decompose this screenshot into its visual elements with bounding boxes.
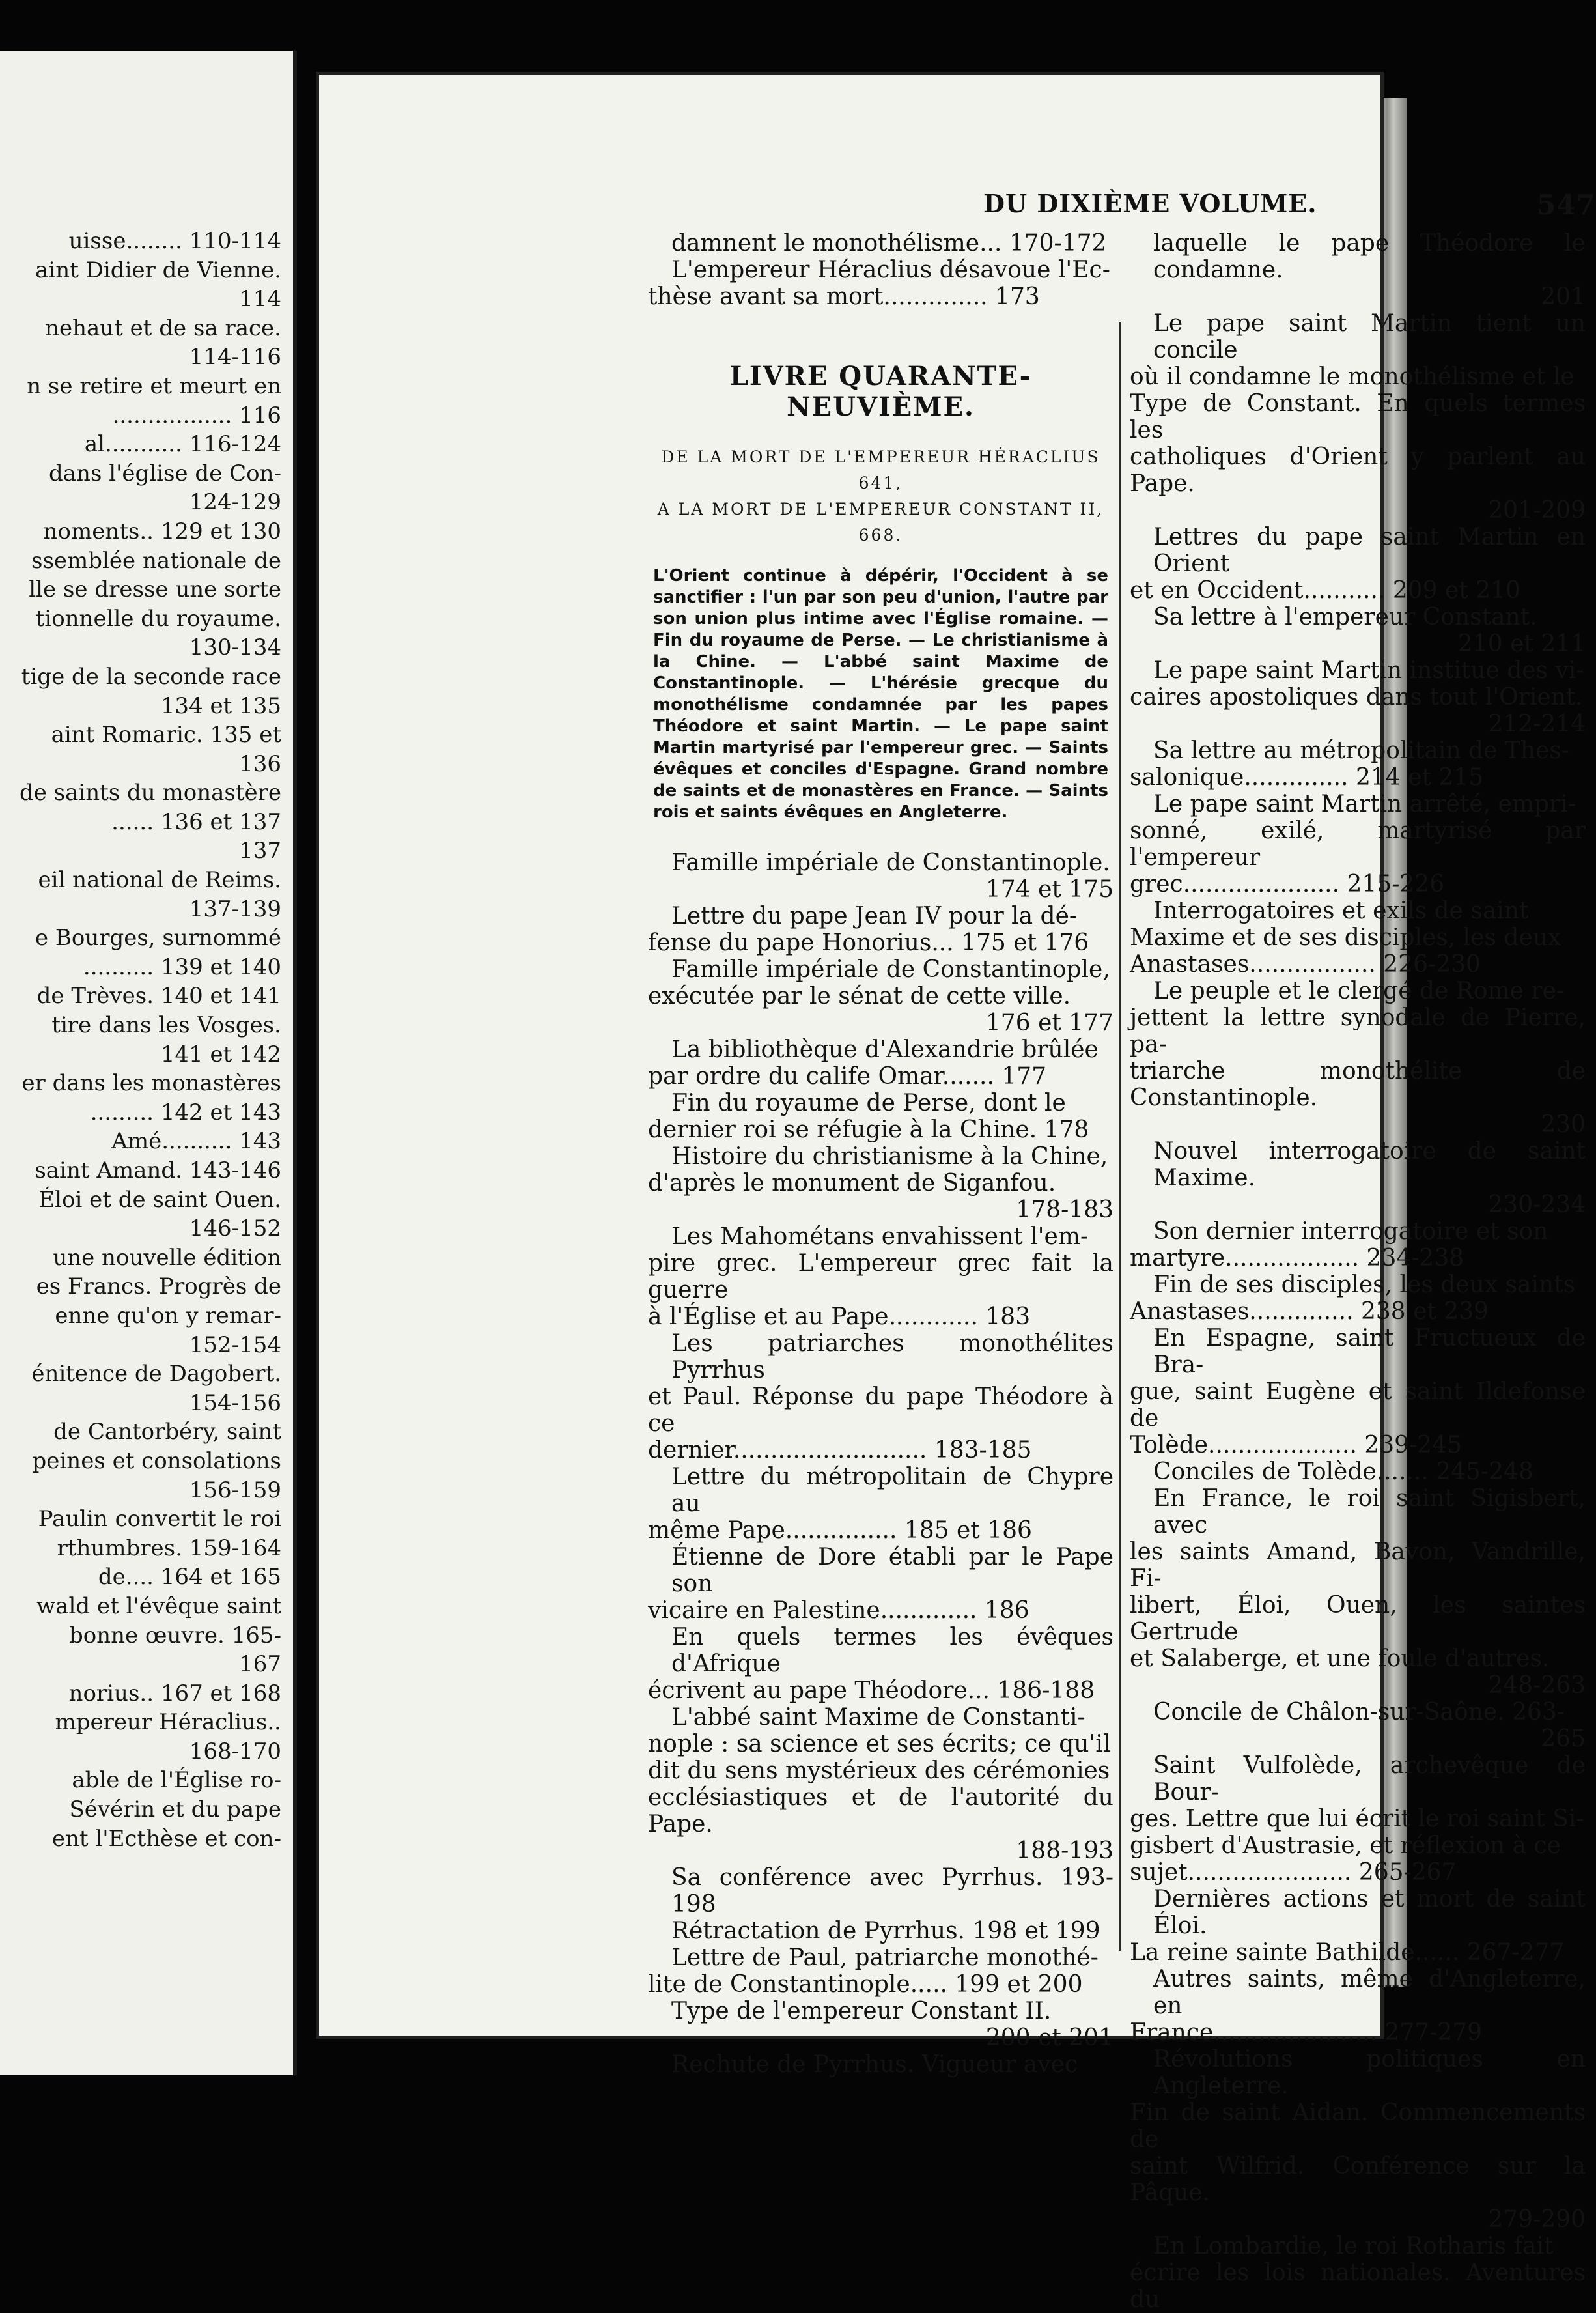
- column-rule: [1119, 322, 1121, 1951]
- previous-page-line-text: de.... 164 et 165: [98, 1564, 281, 1591]
- previous-page-line-text: saint Amand. 143-146: [35, 1157, 281, 1184]
- index-entry-pages: 210 et 211: [1457, 631, 1586, 657]
- previous-page-line-text: 134 et 135: [160, 692, 281, 719]
- index-entry-line: Sa lettre au métropolitain de Thes-: [1153, 737, 1569, 764]
- index-entry-line: les saints Amand, Bavon, Vandrille, Fi-: [1130, 1539, 1586, 1592]
- index-entry: [1130, 310, 1586, 524]
- previous-page-line-text: norius.. 167 et 168: [68, 1680, 281, 1707]
- previous-page-line-text: 137: [239, 838, 281, 864]
- previous-page-line: [0, 575, 281, 604]
- previous-page-line: [0, 633, 281, 662]
- previous-page-line-text: nehaut et de sa race.: [45, 315, 281, 341]
- index-entry-line: Tolède.................... 239-245: [1130, 1432, 1462, 1458]
- previous-page-line-text: énitence de Dagobert.: [31, 1361, 281, 1387]
- index-entry-line: ges. Lettre que lui écrit le roi saint Si-: [1130, 1806, 1584, 1832]
- previous-page-line: [0, 343, 281, 372]
- previous-page-line: [0, 1127, 281, 1156]
- previous-page-line: [0, 1331, 281, 1360]
- index-entry: [648, 257, 1113, 310]
- index-entry: [648, 903, 1113, 956]
- index-entry-line: dit du sens mystérieux des cérémonies: [648, 1757, 1110, 1784]
- index-entry: [1130, 1218, 1586, 1271]
- previous-page-line-text: Éloi et de saint Ouen.: [38, 1186, 281, 1213]
- index-entry: [1130, 1325, 1586, 1458]
- index-entry: [648, 1143, 1113, 1223]
- index-entry-line: Saint Vulfolède, archevêque de Bour-: [1153, 1752, 1586, 1806]
- previous-page-line-text: al........... 116-124: [84, 431, 281, 458]
- previous-page-line-text: 136: [239, 750, 281, 777]
- previous-page-line: [0, 1301, 281, 1331]
- index-entry-line: Sa conférence avec Pyrrhus. 193-198: [671, 1864, 1113, 1918]
- index-entry-line: écrire les lois nationales. Aventures du: [1130, 2260, 1586, 2313]
- previous-page-line: [0, 314, 281, 343]
- index-entry-line: Les patriarches monothélites Pyrrhus: [671, 1330, 1113, 1384]
- previous-page-line: [0, 372, 281, 401]
- index-entry: [648, 1330, 1113, 1464]
- previous-page-line: [0, 1185, 281, 1215]
- previous-page-line-text: aint Romaric. 135 et: [51, 722, 281, 748]
- index-entry: [648, 1223, 1113, 1330]
- index-entry-line: où il condamne le monothélisme et le: [1130, 363, 1575, 390]
- index-entry-line: En quels termes les évêques d'Afrique: [671, 1624, 1113, 1677]
- previous-page-line-text: .......... 139 et 140: [83, 954, 281, 980]
- index-entry-line: gisbert d'Austrasie, et réflexion à ce: [1130, 1832, 1561, 1859]
- previous-page-line: [0, 1098, 281, 1128]
- previous-page-line-text: 137-139: [189, 896, 281, 922]
- index-entry: [1130, 978, 1586, 1138]
- index-entry-line: grec..................... 215-226: [1130, 871, 1445, 898]
- right-entries: [1130, 230, 1586, 2313]
- index-entry: [1130, 1699, 1586, 1752]
- previous-page-line-text: enne qu'on y remar-: [55, 1302, 281, 1329]
- previous-page-line-text: bonne œuvre. 165-: [68, 1622, 281, 1649]
- previous-page-line-text: Paulin convertit le roi: [38, 1506, 281, 1533]
- previous-page-line-text: une nouvelle édition: [53, 1244, 281, 1271]
- index-entry-pages: 200 et 201: [985, 2024, 1113, 2051]
- previous-page-line-text: wald et l'évêque saint: [36, 1593, 281, 1619]
- index-entry-line: exécutée par le sénat de cette ville.: [648, 983, 1071, 1010]
- previous-page-line: [0, 720, 281, 750]
- previous-page-line: [0, 1214, 281, 1243]
- previous-page-line-text: 124-129: [189, 489, 281, 516]
- index-entry-line: Dernières actions et mort de saint Éloi.: [1153, 1886, 1586, 1939]
- previous-page-line: [0, 1650, 281, 1679]
- index-entry-line: même Pape............... 185 et 186: [648, 1517, 1032, 1544]
- previous-page-line-text: es Francs. Progrès de: [36, 1273, 281, 1300]
- index-entry: [1130, 230, 1586, 310]
- book-subtitle-line-2: A LA MORT DE L'EMPEREUR CONSTANT II, 668.: [657, 500, 1104, 545]
- running-head: DU DIXIÈME VOLUME.: [983, 189, 1317, 218]
- index-entry-line: Anastases................. 226-230: [1130, 951, 1481, 978]
- index-entry: [648, 1036, 1113, 1090]
- index-entry-line: ecclésiastiques et de l'autorité du Pape.: [648, 1784, 1113, 1838]
- book-title: LIVRE QUARANTE-NEUVIÈME.: [729, 361, 1032, 422]
- previous-page-line: [0, 1272, 281, 1301]
- previous-page-line-text: ......... 142 et 143: [90, 1099, 281, 1126]
- index-entry-line: par ordre du calife Omar....... 177: [648, 1063, 1047, 1090]
- previous-page-line-text: 114: [239, 286, 281, 313]
- index-entry: [648, 1544, 1113, 1624]
- middle-column: [648, 230, 1113, 2078]
- index-entry: [648, 1464, 1113, 1544]
- index-entry-line: salonique.............. 214 et 215: [1130, 764, 1484, 791]
- previous-page-text: [0, 227, 281, 1853]
- previous-page-line: [0, 227, 281, 256]
- index-entry: [1130, 1485, 1586, 1699]
- previous-page-line-text: tige de la seconde race: [21, 663, 281, 690]
- previous-page-line: [0, 1679, 281, 1709]
- previous-page-line: [0, 604, 281, 634]
- previous-page-line-text: peines et consolations: [32, 1447, 281, 1474]
- index-entry: [1130, 1966, 1586, 2046]
- previous-page-line-text: lle se dresse une sorte: [29, 576, 281, 603]
- book-subtitle-line-1: DE LA MORT DE L'EMPEREUR HÉRACLIUS 641,: [661, 447, 1100, 492]
- index-entry-pages: 178-183: [1016, 1197, 1113, 1223]
- index-entry: [1130, 1886, 1586, 1966]
- index-entry: [1130, 657, 1586, 737]
- previous-page-line-text: dans l'église de Con-: [49, 460, 281, 487]
- index-entry-line: et en Occident........... 209 et 210: [1130, 577, 1520, 604]
- previous-page-line: [0, 546, 281, 576]
- previous-page-line: [0, 1534, 281, 1563]
- previous-page-line: [0, 1417, 281, 1447]
- index-entry: [648, 1704, 1113, 1864]
- previous-page-line-text: noments.. 129 et 130: [43, 518, 281, 545]
- index-entry-line: Sa lettre à l'empereur Constant.: [1153, 604, 1537, 631]
- index-entry-line: L'abbé saint Maxime de Constanti-: [671, 1704, 1085, 1731]
- middle-entries: [648, 849, 1113, 2078]
- previous-page-line-text: 156-159: [189, 1477, 281, 1503]
- index-entry-line: Le pape saint Martin arrêté, empri-: [1153, 791, 1576, 817]
- index-entry-line: Lettre du pape Jean IV pour la dé-: [671, 903, 1078, 929]
- index-entry-pages: 188-193: [1016, 1838, 1113, 1864]
- index-entry-pages: 174 et 175: [985, 876, 1113, 903]
- previous-page-line-text: 141 et 142: [160, 1041, 281, 1068]
- index-entry: [648, 2051, 1113, 2078]
- previous-page-line: [0, 1505, 281, 1534]
- index-entry-line: Le pape saint Martin tient un concile: [1153, 310, 1586, 363]
- index-page: [316, 72, 1596, 2313]
- previous-page-line-text: Sévérin et du pape: [69, 1796, 281, 1823]
- index-entry-line: Révolutions politiques en Angleterre.: [1153, 2046, 1586, 2099]
- previous-page-line-text: 146-152: [189, 1215, 281, 1242]
- index-entry: [1130, 1752, 1586, 1886]
- previous-page-line-text: 168-170: [189, 1738, 281, 1765]
- index-entry-line: Son dernier interrogatoire et son: [1153, 1218, 1548, 1245]
- previous-page-line-text: tionnelle du royaume.: [35, 605, 281, 632]
- index-entry: [1130, 898, 1586, 978]
- index-entry-line: écrivent au pape Théodore... 186-188: [648, 1677, 1095, 1704]
- previous-page-line-text: tire dans les Vosges.: [51, 1012, 281, 1039]
- index-entry-line: dernier.......................... 183-185: [648, 1437, 1032, 1464]
- previous-page-line: [0, 662, 281, 692]
- index-entry-line: dernier roi se réfugie à la Chine. 178: [648, 1116, 1089, 1143]
- previous-page-line-text: rthumbres. 159-164: [57, 1535, 281, 1561]
- book-summary: L'Orient continue à dépérir, l'Occident à se sanctifier : l'un par son peu d'union, l'autre par son union plus intime avec l'Église romaine. — Fin du royaume de Perse. — Le christianisme à la Chine. — L'abbé saint Maxime de Constantinople. — L'hérésie grecque du monothélisme condamnée par les papes Théodore et saint Martin. — Le pape saint Martin martyrisé par l'empereur grec. — Saints évêques et conciles d'Espagne. Grand nombre de saints et de monastères en France. — Saints rois et saints évêques en Angleterre.: [653, 566, 1108, 822]
- index-entry-line: Histoire du christianisme à la Chine,: [671, 1143, 1108, 1170]
- index-entry: [648, 1864, 1113, 1918]
- previous-page-line: [0, 1766, 281, 1795]
- index-entry-line: Lettres du pape saint Martin en Orient: [1153, 524, 1586, 577]
- index-entry-line: France...................... 277-279: [1130, 2019, 1483, 2046]
- index-entry-line: sonné, exilé, martyrisé par l'empereur: [1130, 817, 1586, 871]
- index-entry-line: Rétractation de Pyrrhus. 198 et 199: [671, 1918, 1100, 1944]
- index-entry-line: Le peuple et le clergé de Rome re-: [1153, 978, 1565, 1004]
- continued-entries: [648, 230, 1113, 310]
- previous-page-line: [0, 1040, 281, 1070]
- previous-page-line-text: 114-116: [189, 344, 281, 371]
- index-entry: [1130, 1138, 1586, 1218]
- index-entry: [1130, 2046, 1586, 2233]
- previous-page-line: [0, 924, 281, 953]
- previous-page-line-text: n se retire et meurt en: [27, 373, 281, 399]
- index-entry-line: Anastases.............. 238 et 239: [1130, 1298, 1489, 1325]
- index-entry-line: Interrogatoires et exils de saint: [1153, 898, 1529, 924]
- index-entry-line: La reine sainte Bathilde...... 267-277: [1130, 1939, 1565, 1966]
- index-entry-line: Famille impériale de Constantinople,: [671, 956, 1110, 983]
- previous-page-line-text: eil national de Reims.: [38, 867, 281, 894]
- index-entry-line: Fin de saint Aidan. Commencements de: [1130, 2099, 1586, 2153]
- index-entry: [648, 1998, 1113, 2051]
- index-entry-line: damnent le monothélisme... 170-172: [671, 230, 1107, 257]
- index-entry-line: Type de l'empereur Constant II.: [671, 1998, 1052, 2024]
- index-entry: [648, 849, 1113, 903]
- index-entry-line: Lettre de Paul, patriarche monothé-: [671, 1944, 1099, 1971]
- index-entry: [648, 1918, 1113, 1944]
- index-entry: [1130, 524, 1586, 604]
- previous-page-line: [0, 1156, 281, 1185]
- previous-page-line: [0, 1708, 281, 1737]
- index-entry-line: martyre.................. 234-238: [1130, 1245, 1464, 1271]
- previous-page-line: [0, 256, 281, 285]
- previous-page-line-text: 167: [239, 1651, 281, 1678]
- index-entry-line: Fin du royaume de Perse, dont le: [671, 1090, 1066, 1116]
- previous-page-line: [0, 692, 281, 721]
- previous-page-line: [0, 1563, 281, 1592]
- index-entry-line: L'empereur Héraclius désavoue l'Ec-: [671, 257, 1110, 283]
- previous-page-line: [0, 1795, 281, 1824]
- previous-page-line: [0, 488, 281, 517]
- previous-page-line: [0, 1592, 281, 1621]
- index-entry-line: laquelle le pape Théodore le condamne.: [1153, 230, 1586, 283]
- index-entry-pages: 176 et 177: [985, 1010, 1113, 1036]
- index-entry-line: jettent la lettre synodale de Pierre, pa-: [1130, 1004, 1586, 1058]
- index-entry-line: et Salaberge, et une foule d'autres.: [1130, 1645, 1550, 1672]
- previous-page-line: [0, 1389, 281, 1418]
- index-entry-pages: 279-290: [1488, 2206, 1586, 2233]
- previous-page-line: [0, 1243, 281, 1273]
- previous-page-line: [0, 1011, 281, 1040]
- index-entry: [648, 956, 1113, 1036]
- index-entry-line: à l'Église et au Pape............ 183: [648, 1303, 1031, 1330]
- index-entry-line: Les Mahométans envahissent l'em-: [671, 1223, 1089, 1250]
- previous-page-line: [0, 1737, 281, 1767]
- previous-page-line-text: uisse........ 110-114: [68, 228, 281, 254]
- index-entry-pages: 201-209: [1488, 497, 1586, 524]
- index-entry: [1130, 2233, 1586, 2313]
- index-entry-line: Famille impériale de Constantinople.: [671, 849, 1110, 876]
- previous-page-line: [0, 517, 281, 546]
- previous-page-line-text: de Cantorbéry, saint: [53, 1419, 281, 1445]
- previous-page-line-text: de saints du monastère: [19, 780, 281, 806]
- index-entry-line: La bibliothèque d'Alexandrie brûlée: [671, 1036, 1099, 1063]
- index-entry: [1130, 604, 1586, 657]
- previous-page-line: [0, 285, 281, 314]
- previous-page-line: [0, 895, 281, 924]
- index-entry-pages: 212-214: [1488, 711, 1586, 737]
- index-entry-line: d'après le monument de Siganfou.: [648, 1170, 1056, 1197]
- index-entry-line: triarche monothélite de Constantinople.: [1130, 1058, 1586, 1111]
- index-entry-line: fense du pape Honorius... 175 et 176: [648, 929, 1089, 956]
- previous-page-line: [0, 778, 281, 808]
- index-entry-line: lite de Constantinople..... 199 et 200: [648, 1971, 1083, 1998]
- index-entry-line: Nouvel interrogatoire de saint Maxime.: [1153, 1138, 1586, 1191]
- previous-page-line-text: 130-134: [189, 634, 281, 661]
- index-entry-line: caires apostoliques dans tout l'Orient.: [1130, 684, 1583, 711]
- index-entry-line: Type de Constant. En quels termes les: [1130, 390, 1586, 444]
- book-subtitle: [648, 444, 1113, 548]
- index-entry-line: saint Wilfrid. Conférence sur la Pâque.: [1130, 2153, 1586, 2206]
- index-entry-line: catholiques d'Orient y parlent au Pape.: [1130, 444, 1586, 497]
- previous-page-line: [0, 459, 281, 489]
- index-entry-pages: 265: [1541, 1725, 1586, 1752]
- previous-page-line-text: aint Didier de Vienne.: [35, 257, 281, 283]
- index-entry-line: Le pape saint Martin institue des vi-: [1153, 657, 1584, 684]
- index-entry: [648, 1624, 1113, 1704]
- previous-page-line: [0, 1359, 281, 1389]
- previous-page-line: [0, 1621, 281, 1651]
- index-entry-pages: 230: [1541, 1111, 1586, 1138]
- previous-page-line-text: 152-154: [189, 1331, 281, 1358]
- index-entry: [1130, 1458, 1586, 1485]
- index-entry: [648, 1944, 1113, 1998]
- index-entry: [1130, 1271, 1586, 1325]
- previous-page-line: [0, 808, 281, 837]
- index-entry-line: vicaire en Palestine............. 186: [648, 1597, 1029, 1624]
- previous-page-line-text: able de l'Église ro-: [72, 1767, 281, 1794]
- index-entry: [1130, 791, 1586, 898]
- previous-page-line: [0, 1476, 281, 1505]
- index-entry: [1130, 737, 1586, 791]
- index-entry-line: Conciles de Tolède....... 245-248: [1153, 1458, 1533, 1485]
- index-entry-line: Fin de ses disciples, les deux saints: [1153, 1271, 1576, 1298]
- previous-page-line: [0, 401, 281, 431]
- index-entry-line: En France, le roi saint Sigisbert, avec: [1153, 1485, 1586, 1539]
- index-entry-line: Rechute de Pyrrhus. Vigueur avec: [671, 2051, 1078, 2078]
- index-entry-line: pire grec. L'empereur grec fait la guerre: [648, 1250, 1113, 1303]
- previous-page-line-text: ssemblée nationale de: [31, 547, 281, 574]
- index-entry-line: En Espagne, saint Fructueux de Bra-: [1153, 1325, 1586, 1378]
- previous-page-line: [0, 750, 281, 779]
- previous-page-line: [0, 430, 281, 459]
- previous-page-line-text: Amé.......... 143: [111, 1128, 281, 1155]
- index-entry: [648, 230, 1113, 257]
- previous-page-line-text: mpereur Héraclius..: [55, 1709, 281, 1736]
- index-entry-line: et Paul. Réponse du pape Théodore à ce: [648, 1384, 1113, 1437]
- page-number: 547: [1537, 189, 1596, 221]
- previous-page-line: [0, 1447, 281, 1476]
- index-entry-pages: 248-263: [1488, 1672, 1586, 1699]
- index-entry-line: Maxime et de ses disciples, les deux: [1130, 924, 1561, 951]
- previous-page-line: [0, 953, 281, 982]
- index-entry: [648, 1090, 1113, 1143]
- previous-page-line-text: er dans les monastères: [21, 1070, 281, 1097]
- previous-page-line-text: 154-156: [189, 1389, 281, 1416]
- index-entry-line: sujet...................... 265-267: [1130, 1859, 1457, 1886]
- previous-page-line-text: ent l'Ecthèse et con-: [51, 1825, 281, 1852]
- index-entry-line: Lettre du métropolitain de Chypre au: [671, 1464, 1113, 1517]
- index-entry-line: nople : sa science et ses écrits; ce qu'il: [648, 1731, 1111, 1757]
- previous-page-line: [0, 1824, 281, 1854]
- index-entry-line: Concile de Châlon-sur-Saône. 263-: [1153, 1699, 1565, 1725]
- previous-page-line: [0, 836, 281, 866]
- previous-page-line-text: ...... 136 et 137: [111, 808, 281, 835]
- index-entry-line: Autres saints, même d'Angleterre, en: [1153, 1966, 1586, 2019]
- previous-page-line-text: de Trèves. 140 et 141: [36, 983, 281, 1010]
- previous-page-line: [0, 982, 281, 1011]
- previous-page-line: [0, 1069, 281, 1098]
- index-entry-line: En Lombardie, le roi Rotharis fait: [1153, 2233, 1554, 2260]
- index-entry-line: gue, saint Eugène et saint Ildefonse de: [1130, 1378, 1586, 1432]
- previous-page-fragment: [0, 51, 297, 2075]
- right-column: [1130, 230, 1586, 2313]
- index-entry-line: thèse avant sa mort.............. 173: [648, 283, 1040, 310]
- previous-page-line: [0, 866, 281, 895]
- previous-page-line-text: e Bourges, surnommé: [35, 925, 281, 952]
- index-entry-line: Étienne de Dore établi par le Pape son: [671, 1544, 1113, 1597]
- index-entry-line: libert, Éloi, Ouen, les saintes Gertrude: [1130, 1592, 1586, 1645]
- previous-page-line-text: ................. 116: [112, 402, 281, 429]
- index-entry-pages: 230-234: [1488, 1191, 1586, 1218]
- index-entry-pages: 201: [1541, 283, 1586, 310]
